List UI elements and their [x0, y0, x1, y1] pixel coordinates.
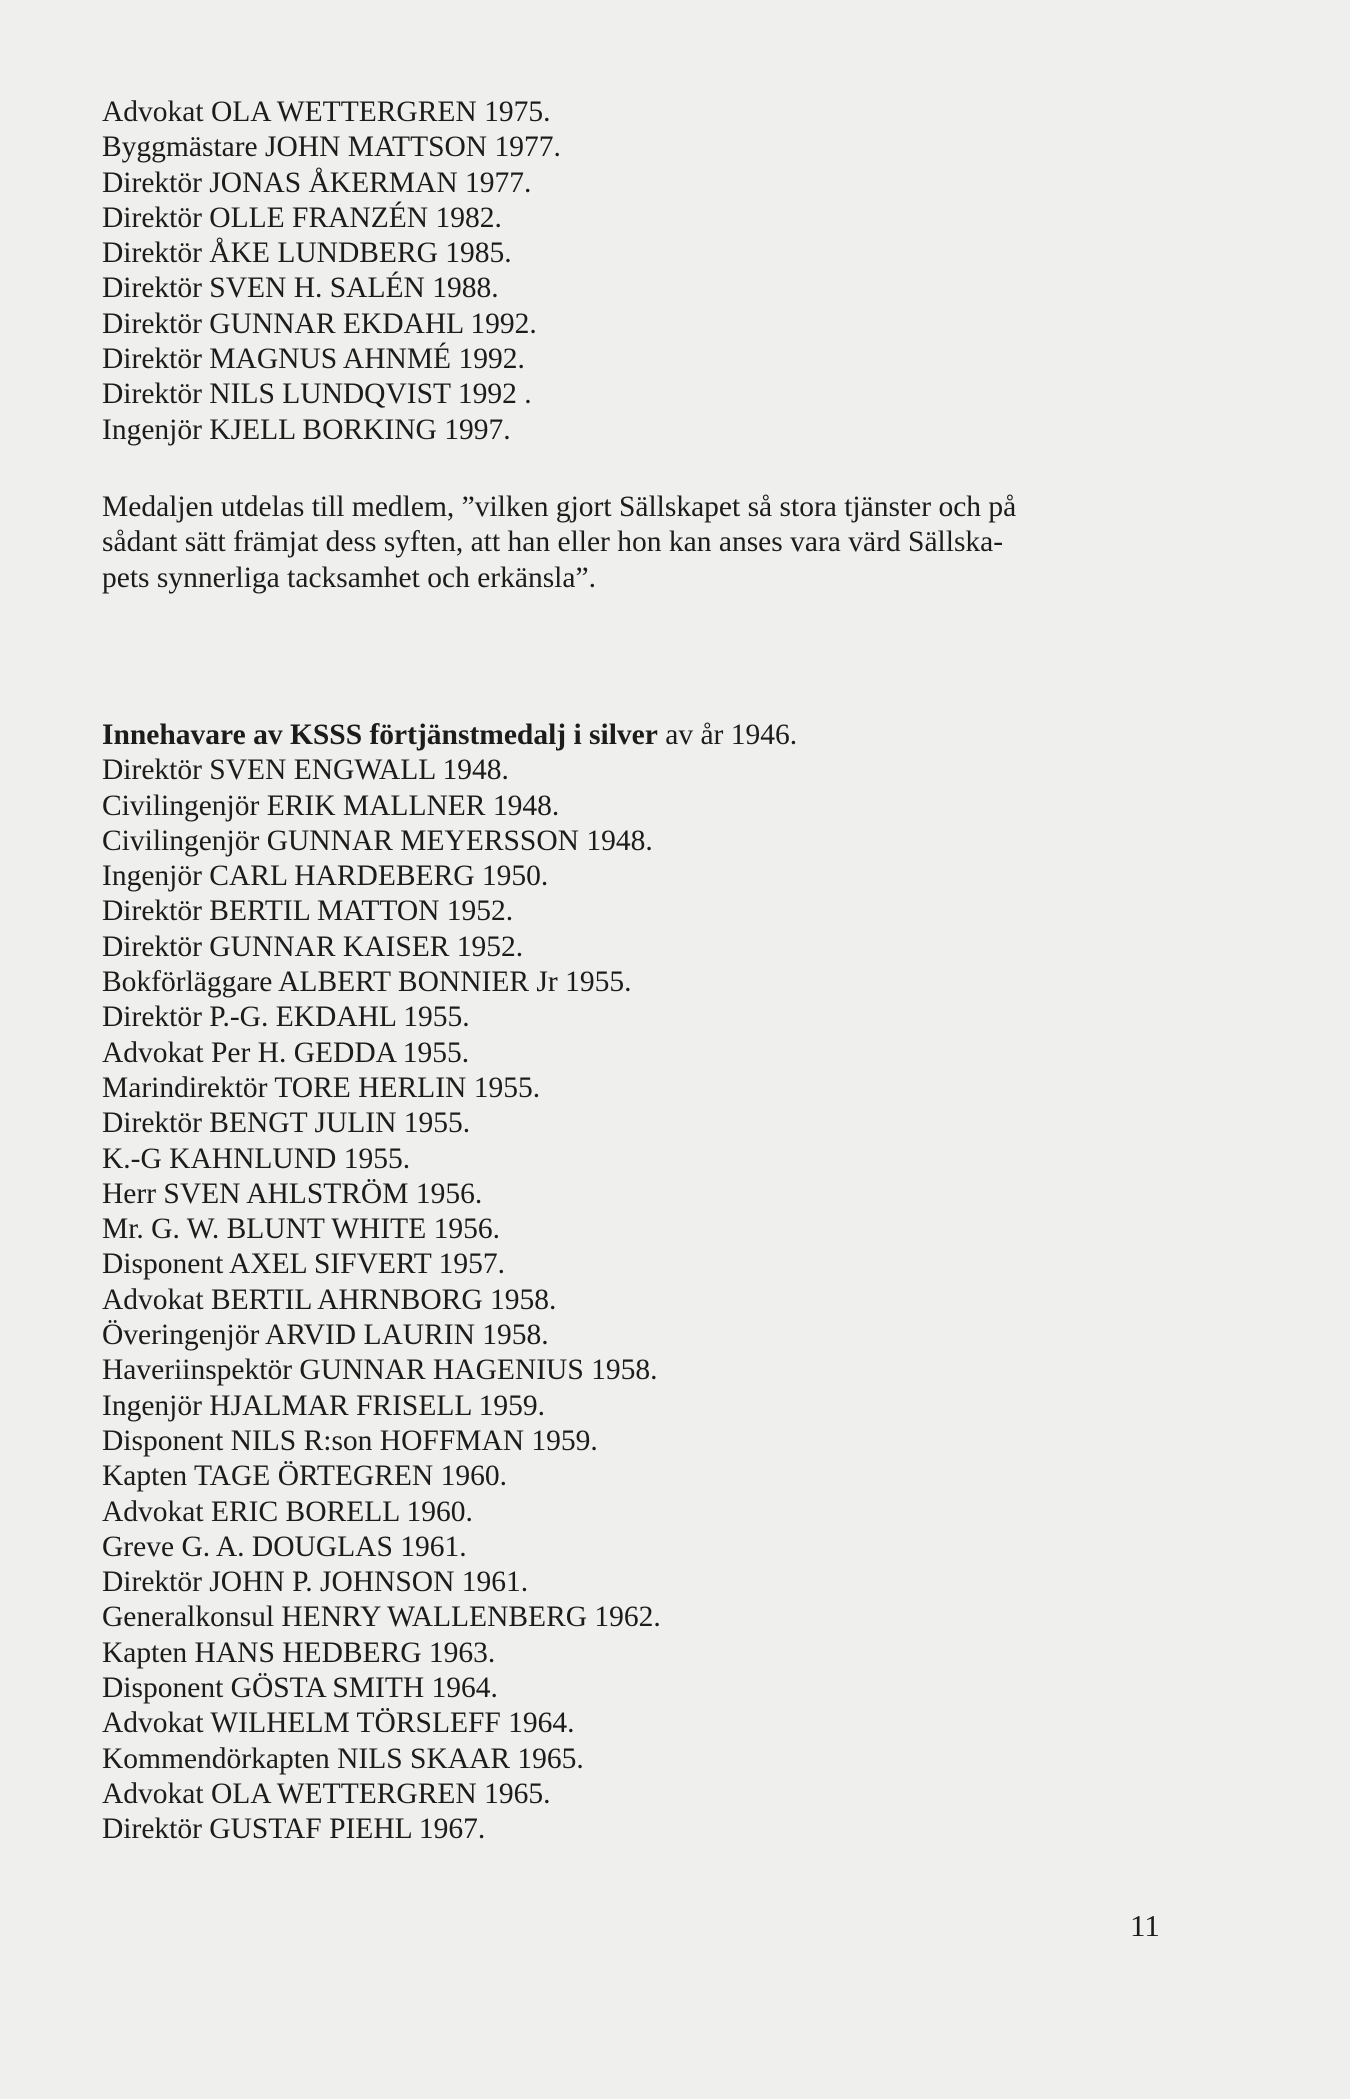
- list-item: K.-G KAHNLUND 1955.: [102, 1142, 411, 1175]
- list-item: Kommendörkapten NILS SKAAR 1965.: [102, 1742, 584, 1775]
- silver-medal-section: [102, 718, 1182, 1848]
- section-heading-rest: av år 1946.: [657, 719, 798, 751]
- list-item: Direktör NILS LUNDQVIST 1992 .: [102, 378, 532, 411]
- list-item: Generalkonsul HENRY WALLENBERG 1962.: [102, 1601, 661, 1634]
- list-item: Överingenjör ARVID LAURIN 1958.: [102, 1319, 549, 1352]
- page-number: 11: [1130, 1908, 1160, 1943]
- list-item: Direktör GUSTAF PIEHL 1967.: [102, 1813, 486, 1846]
- list-item: Direktör GUNNAR EKDAHL 1992.: [102, 307, 537, 340]
- list-item: Mr. G. W. BLUNT WHITE 1956.: [102, 1213, 500, 1246]
- list-item: Ingenjör HJALMAR FRISELL 1959.: [102, 1389, 546, 1422]
- list-item: Direktör P.-G. EKDAHL 1955.: [102, 1001, 470, 1034]
- list-item: Disponent GÖSTA SMITH 1964.: [102, 1672, 498, 1705]
- section-heading-bold: Innehavare av KSSS förtjänstmedalj i silver: [102, 719, 658, 751]
- list-item: Ingenjör KJELL BORKING 1997.: [102, 413, 511, 446]
- list-item: Direktör JOHN P. JOHNSON 1961.: [102, 1566, 529, 1599]
- list-item: Bokförläggare ALBERT BONNIER Jr 1955.: [102, 966, 632, 999]
- list-item: Direktör JONAS ÅKERMAN 1977.: [102, 166, 532, 199]
- list-item: Disponent NILS R:son HOFFMAN 1959.: [102, 1424, 598, 1457]
- list-item: Advokat OLA WETTERGREN 1975.: [102, 96, 551, 128]
- list-item: Advokat WILHELM TÖRSLEFF 1964.: [102, 1707, 575, 1740]
- paragraph-line: Medaljen utdelas till medlem, ”vilken gjort Sällskapet så stora tjänster och på: [102, 491, 1017, 523]
- list-item: Kapten HANS HEDBERG 1963.: [102, 1636, 496, 1669]
- list-item: Greve G. A. DOUGLAS 1961.: [102, 1530, 467, 1563]
- paragraph-line: pets synnerliga tacksamhet och erkänsla”.: [102, 561, 596, 594]
- list-item: Direktör BERTIL MATTON 1952.: [102, 895, 514, 928]
- list-item: Marindirektör TORE HERLIN 1955.: [102, 1071, 541, 1104]
- list-item: Civilingenjör ERIK MALLNER 1948.: [102, 789, 560, 822]
- list-item: Herr SVEN AHLSTRÖM 1956.: [102, 1177, 483, 1210]
- paragraph-line: sådant sätt främjat dess syften, att han eller hon kan anses vara värd Sällska-: [102, 526, 1004, 559]
- list-item: Haveriinspektör GUNNAR HAGENIUS 1958.: [102, 1354, 658, 1387]
- list-item: Byggmästare JOHN MATTSON 1977.: [102, 131, 561, 164]
- medal-criteria-paragraph: [102, 490, 1172, 596]
- list-item: Kapten TAGE ÖRTEGREN 1960.: [102, 1460, 507, 1493]
- list-item: Direktör BENGT JULIN 1955.: [102, 1107, 471, 1140]
- section-heading: [102, 718, 1182, 753]
- list-item: Advokat BERTIL AHRNBORG 1958.: [102, 1283, 557, 1316]
- list-item: Direktör MAGNUS AHNMÉ 1992.: [102, 343, 525, 376]
- list-item: Direktör SVEN H. SALÉN 1988.: [102, 272, 499, 305]
- medal-holders-list-top: [102, 95, 1182, 448]
- list-item: Advokat Per H. GEDDA 1955.: [102, 1036, 470, 1069]
- list-item: Direktör ÅKE LUNDBERG 1985.: [102, 237, 512, 270]
- list-item: Direktör GUNNAR KAISER 1952.: [102, 930, 524, 963]
- list-item: Civilingenjör GUNNAR MEYERSSON 1948.: [102, 824, 653, 857]
- list-item: Direktör SVEN ENGWALL 1948.: [102, 754, 509, 787]
- list-item: Advokat OLA WETTERGREN 1965.: [102, 1777, 551, 1810]
- list-item: Disponent AXEL SIFVERT 1957.: [102, 1248, 506, 1281]
- list-item: Ingenjör CARL HARDEBERG 1950.: [102, 860, 549, 893]
- list-item: Advokat ERIC BORELL 1960.: [102, 1495, 473, 1528]
- list-item: Direktör OLLE FRANZÉN 1982.: [102, 201, 502, 234]
